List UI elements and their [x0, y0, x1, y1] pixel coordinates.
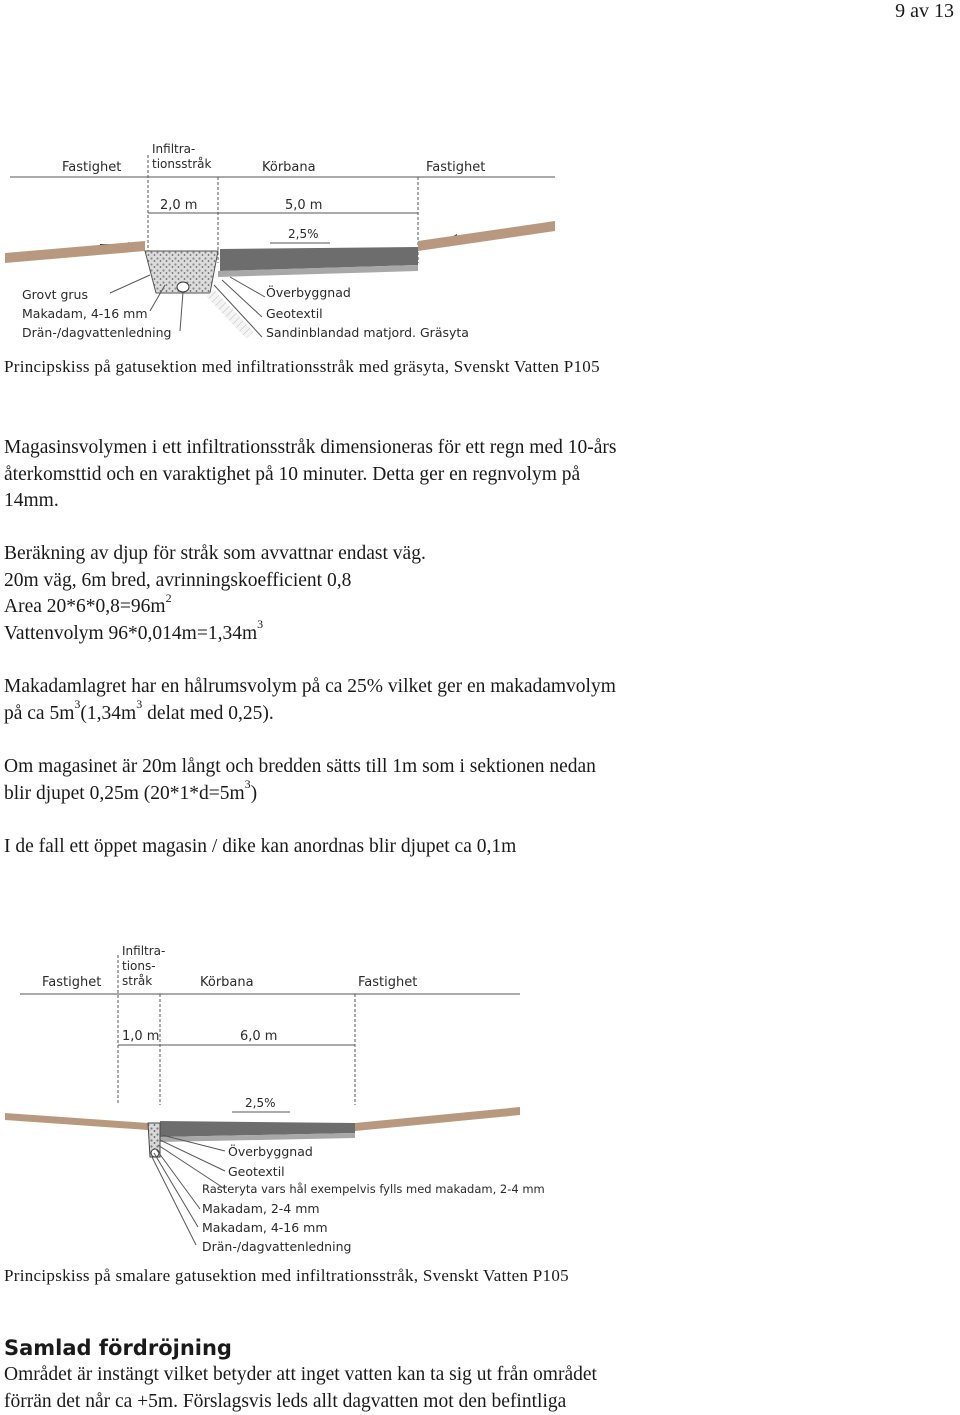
- label-rasteryta: Rasteryta vars hål exempelvis fylls med makadam, 2-4 mm: [202, 1182, 545, 1196]
- paragraph-calculation: Beräkning av djup för stråk som avvattnar endast väg. 20m väg, 6m bred, avrinningskoefficient 0,8 Area $20*6*0,8=96m^2$ Vattenvolym $96*0,014m=1,34m^3$: [4, 543, 426, 644]
- paragraph-void-volume: Makadamlagret har en hålrumsvolym på ca 25% vilket ger en makadamvolym på ca $5m^3(1,34m^3$ delat med 0,25).: [4, 676, 616, 724]
- paragraph-open-ditch: I de fall ett öppet magasin / dike kan anordnas blir djupet ca 0,1m: [4, 836, 517, 857]
- figure1-caption: Principskiss på gatusektion med infiltrationsstråk med gräsyta, Svenskt Vatten P105: [4, 357, 600, 376]
- figure-narrow-street-section: [0, 935, 570, 1260]
- label-fastighet-left: Fastighet: [62, 160, 122, 175]
- label-geotextil: Geotextil: [228, 1164, 285, 1179]
- label-overbyggnad: Överbyggnad: [228, 1144, 313, 1159]
- dim-width-left: 1,0 m: [122, 1029, 160, 1044]
- label-fastighet-left: Fastighet: [42, 975, 102, 990]
- label-geotextil: Geotextil: [266, 306, 323, 321]
- label-infiltration-3: stråk: [122, 974, 153, 988]
- label-korbana: Körbana: [262, 160, 316, 175]
- paragraph-depth: Om magasinet är 20m långt och bredden sätts till 1m som i sektionen nedan blir djupet 0,25m $(20*1*d=5m^3)$: [4, 756, 596, 804]
- paragraph-design-rain: Magasinsvolymen i ett infiltrationsstråk dimensioneras för ett regn med 10-års återkomsttid och en varaktighet på 10 minuter. Detta ger en regnvolym på 14mm.: [4, 437, 617, 511]
- dim-width-right: 6,0 m: [240, 1029, 278, 1044]
- dim-width-left: 2,0 m: [160, 198, 198, 213]
- figure-street-section-grass: [0, 125, 570, 350]
- label-makadam-large: Makadam, 4-16 mm: [202, 1220, 328, 1235]
- paragraph-retention: Området är instängt vilket betyder att inget vatten kan ta sig ut från området förrän det når ca +5m. Förslagsvis leds allt dagvatten mot den befintliga: [4, 1364, 597, 1412]
- label-infiltration-1: Infiltra-: [152, 142, 196, 156]
- label-makadam-small: Makadam, 2-4 mm: [202, 1201, 320, 1216]
- label-dran: Drän-/dagvattenledning: [22, 325, 172, 340]
- label-fastighet-right: Fastighet: [426, 160, 486, 175]
- section-heading: Samlad fördröjning: [4, 1336, 232, 1360]
- label-dran: Drän-/dagvattenledning: [202, 1239, 352, 1254]
- label-grovt-grus: Grovt grus: [22, 287, 88, 302]
- label-infiltration-1: Infiltra-: [122, 944, 166, 958]
- label-infiltration-2: tions-: [122, 959, 156, 973]
- slope-label: 2,5%: [288, 227, 319, 241]
- figure2-caption: Principskiss på smalare gatusektion med infiltrationsstråk, Svenskt Vatten P105: [4, 1266, 569, 1285]
- label-makadam: Makadam, 4-16 mm: [22, 306, 148, 321]
- label-infiltration-2: tionsstråk: [152, 157, 212, 171]
- label-korbana: Körbana: [200, 975, 254, 990]
- label-overbyggnad: Överbyggnad: [266, 285, 351, 300]
- dim-width-right: 5,0 m: [285, 198, 323, 213]
- slope-label: 2,5%: [245, 1096, 276, 1110]
- label-sandinblandad: Sandinblandad matjord. Gräsyta: [266, 325, 469, 340]
- label-fastighet-right: Fastighet: [358, 975, 418, 990]
- page-number: 9 av 13: [895, 0, 954, 22]
